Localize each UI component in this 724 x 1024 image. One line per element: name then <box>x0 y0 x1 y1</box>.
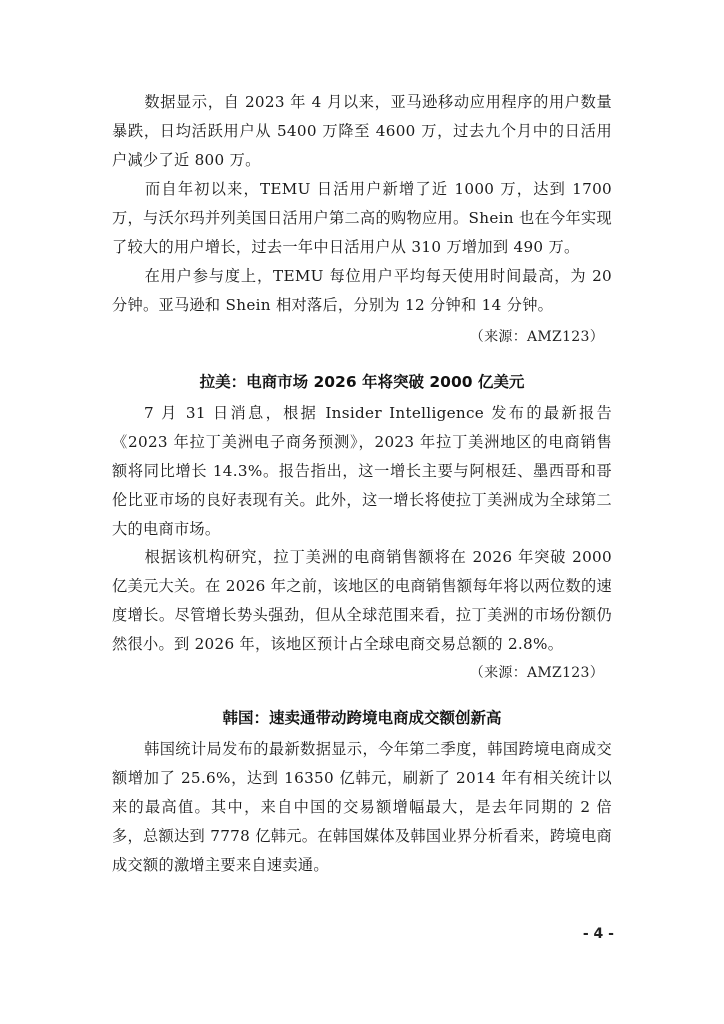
paragraph-amazon-users: 数据显示，自 2023 年 4 月以来，亚马逊移动应用程序的用户数量暴跌，日均活跃用户从 5400 万降至 4600 万，过去九个月中的日活用户减少了近 800 万。 <box>112 93 612 169</box>
source-note-1: （来源：AMZ123） <box>469 329 604 345</box>
heading-korea: 韩国：速卖通带动跨境电商成交额创新高 <box>222 709 502 727</box>
paragraph-latam-forecast: 根据该机构研究，拉丁美洲的电商销售额将在 2026 年突破 2000 亿美元大关。在 2026 年之前，该地区的电商销售额每年将以两位数的速度增长。尽管增长势头强劲，但从全球范围来看，拉丁美洲的市场份额仍然很小。到 2026 年，该地区预计占全球电商交易总额的 2.8%。 <box>112 548 612 653</box>
paragraph-user-engagement: 在用户参与度上，TEMU 每位用户平均每天使用时间最高，为 20 分钟。亚马逊和 Shein 相对落后，分别为 12 分钟和 14 分钟。 <box>112 267 612 314</box>
heading-latam: 拉美：电商市场 2026 年将突破 2000 亿美元 <box>199 373 525 391</box>
paragraph-korea-ecommerce: 韩国统计局发布的最新数据显示，今年第二季度，韩国跨境电商成交额增加了 25.6%，达到 16350 亿韩元，刷新了 2014 年有相关统计以来的最高值。其中，来自中国的交易额增幅最大，是去年同期的 2 倍多，总额达到 7778 亿韩元。在韩国媒体及韩国业界分析看来，跨境电商成交额的激增主要来自速卖通。 <box>112 740 612 874</box>
paragraph-temu-users: 而自年初以来，TEMU 日活用户新增了近 1000 万，达到 1700 万，与沃尔玛并列美国日活用户第二高的购物应用。Shein 也在今年实现了较大的用户增长，过去一年中日活用户从 310 万增加到 490 万。 <box>112 180 612 256</box>
source-note-2: （来源：AMZ123） <box>469 665 604 681</box>
page-number: - 4 - <box>582 926 614 942</box>
paragraph-latam-report: 7 月 31 日消息，根据 Insider Intelligence 发布的最新报告《2023 年拉丁美洲电子商务预测》，2023 年拉丁美洲地区的电商销售额将同比增长 14.3%。报告指出，这一增长主要与阿根廷、墨西哥和哥伦比亚市场的良好表现有关。此外，这一增长将使拉丁美洲成为全球第二大的电商市场。 <box>112 404 612 538</box>
